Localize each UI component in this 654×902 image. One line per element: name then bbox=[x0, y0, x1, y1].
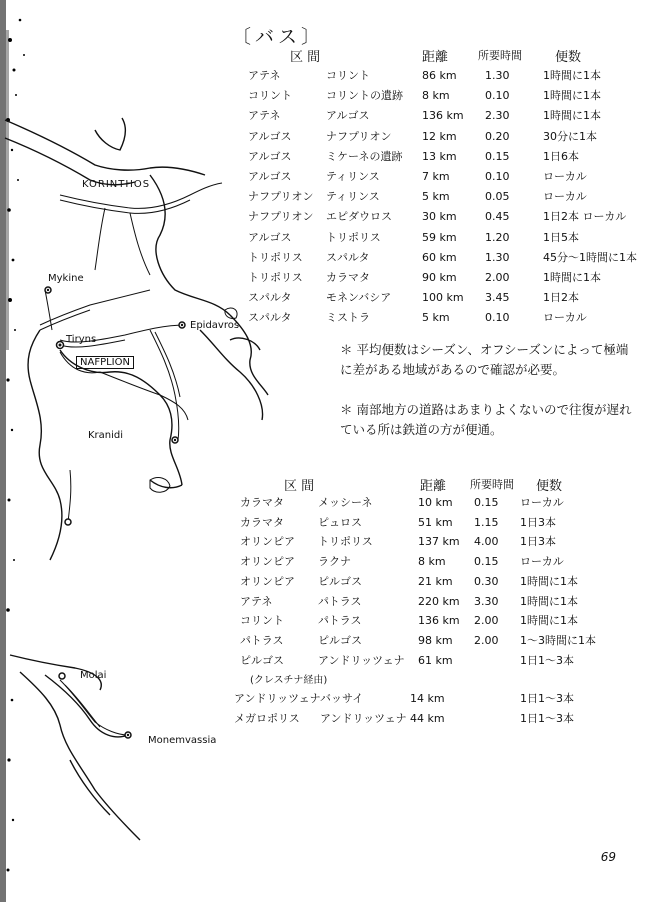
route-from: カラマタ bbox=[240, 515, 284, 529]
route-distance: 8 km bbox=[422, 89, 450, 103]
route-to: トリポリス bbox=[318, 535, 373, 549]
table1-header-frequency: 便数 bbox=[555, 50, 582, 65]
route-time: 2.00 bbox=[485, 271, 510, 284]
route-distance: 61 km bbox=[418, 653, 453, 667]
route-frequency: 1～3時間に1本 bbox=[520, 633, 596, 647]
route-from: アルゴス bbox=[248, 129, 292, 143]
route-from: トリポリス bbox=[248, 271, 303, 284]
route-frequency: 1日2本 bbox=[543, 291, 579, 305]
map-label-molai: Molai bbox=[80, 670, 107, 681]
route-time: 0.10 bbox=[485, 170, 510, 183]
table-row bbox=[0, 230, 654, 246]
route-to: アンドリッツェナ bbox=[320, 712, 407, 725]
page-number: 69 bbox=[600, 850, 616, 864]
table-row bbox=[0, 209, 654, 225]
route-frequency: 1日6本 bbox=[543, 149, 579, 163]
route-to: ティリンス bbox=[326, 190, 380, 204]
route-from: アテネ bbox=[248, 69, 281, 82]
route-time: 3.30 bbox=[474, 594, 499, 608]
route-from: パトラス bbox=[240, 633, 284, 647]
route-to: ティリンス bbox=[326, 170, 380, 183]
route-frequency: 1日1～3本 bbox=[520, 653, 574, 667]
route-time: 1.30 bbox=[485, 250, 510, 264]
route-distance: 137 km bbox=[418, 535, 460, 549]
route-from: アテネ bbox=[248, 109, 281, 123]
table2-header-frequency: 便数 bbox=[536, 479, 563, 494]
route-time: 2.00 bbox=[474, 633, 499, 647]
route-to: ラクナ bbox=[318, 555, 351, 569]
route-from: カラマタ bbox=[240, 496, 284, 509]
map-label-monemvassia: Monemvassia bbox=[148, 735, 217, 746]
route-frequency: 1日2本 ローカル bbox=[543, 210, 627, 224]
route-to: ナフプリオン bbox=[326, 129, 392, 143]
table-row bbox=[0, 149, 654, 165]
route-time: 3.45 bbox=[485, 291, 510, 305]
route-frequency: 30分に1本 bbox=[543, 129, 597, 143]
route-from: コリント bbox=[240, 614, 284, 628]
route-from: オリンピア bbox=[240, 535, 295, 549]
route-time: 0.45 bbox=[485, 210, 510, 224]
route-time: 2.00 bbox=[474, 614, 499, 628]
table-row bbox=[0, 633, 654, 649]
route-from: オリンピア bbox=[240, 555, 295, 569]
route-distance: 59 km bbox=[422, 230, 457, 244]
route-from: アルゴス bbox=[248, 149, 292, 163]
route-to: モネンバシア bbox=[326, 291, 392, 305]
route-time: 0.15 bbox=[474, 555, 499, 569]
route-frequency: 1時間に1本 bbox=[543, 69, 601, 82]
route-frequency: ローカル bbox=[520, 555, 564, 569]
route-from: ピルゴス bbox=[240, 653, 284, 667]
page-title: 〔バス〕 bbox=[232, 26, 325, 48]
route-frequency: ローカル bbox=[543, 311, 587, 325]
table-row bbox=[0, 613, 654, 629]
table-row bbox=[0, 691, 654, 707]
route-frequency: 1時間に1本 bbox=[520, 574, 578, 588]
route-time: 0.30 bbox=[474, 574, 499, 588]
table-row bbox=[0, 68, 654, 84]
route-distance: 5 km bbox=[422, 311, 450, 325]
route-from: ナフプリオン bbox=[248, 210, 314, 224]
map-label-korinthos: KORINTHOS bbox=[82, 179, 151, 190]
route-frequency: 1時間に1本 bbox=[520, 614, 578, 628]
route-to: カラマタ bbox=[326, 271, 370, 284]
route-time: 2.30 bbox=[485, 109, 510, 123]
table2-header-section: 区 間 bbox=[284, 479, 315, 494]
table-row bbox=[0, 129, 654, 145]
route-to: スパルタ bbox=[326, 250, 370, 264]
table2-header-time: 所要時間 bbox=[470, 478, 514, 491]
route-time: 1.15 bbox=[474, 515, 499, 529]
route-to: コリント bbox=[326, 69, 370, 82]
route-to: ピュロス bbox=[318, 515, 362, 529]
table-row bbox=[0, 169, 654, 185]
route-time: 1.20 bbox=[485, 230, 510, 244]
table-row bbox=[0, 270, 654, 286]
route-to: パトラス bbox=[318, 614, 362, 628]
route-frequency: 1日5本 bbox=[543, 230, 579, 244]
route-distance: 14 km bbox=[410, 692, 445, 705]
route-to: パトラス bbox=[318, 594, 362, 608]
route-distance: 7 km bbox=[422, 170, 450, 183]
route-to: エピダウロス bbox=[326, 210, 392, 224]
table2-header-distance: 距離 bbox=[420, 479, 447, 494]
route-from: アテネ bbox=[240, 594, 273, 608]
route-to: メッシーネ bbox=[318, 496, 373, 509]
table-row bbox=[0, 594, 654, 610]
route-from: コリント bbox=[248, 89, 292, 103]
table-row bbox=[0, 711, 654, 727]
route-distance: 44 km bbox=[410, 712, 445, 725]
table-row bbox=[0, 310, 654, 326]
route-frequency: 1時間に1本 bbox=[543, 109, 601, 123]
route-time: 0.15 bbox=[474, 496, 499, 509]
table-row bbox=[0, 189, 654, 205]
route-distance: 220 km bbox=[418, 594, 460, 608]
map-label-nafplion: NAFPLION bbox=[76, 356, 134, 369]
route-distance: 8 km bbox=[418, 555, 446, 569]
map-label-kranidi: Kranidi bbox=[88, 430, 124, 441]
map-label-tiryns: Tiryns bbox=[66, 334, 97, 345]
route-distance: 13 km bbox=[422, 149, 457, 163]
table-row bbox=[0, 290, 654, 306]
route-to: ピルゴス bbox=[318, 633, 362, 647]
route-distance: 30 km bbox=[422, 210, 457, 224]
route-time: 1.30 bbox=[485, 69, 510, 82]
route-from: アンドリッツェナ bbox=[234, 692, 321, 705]
route-time: 0.10 bbox=[485, 89, 510, 103]
route-distance: 51 km bbox=[418, 515, 453, 529]
route-distance: 90 km bbox=[422, 271, 457, 284]
route-time: 0.10 bbox=[485, 311, 510, 325]
route-to: アンドリッツェナ bbox=[318, 653, 405, 667]
route-from: アルゴス bbox=[248, 230, 292, 244]
route-from: スパルタ bbox=[248, 311, 292, 325]
route-from: アルゴス bbox=[248, 170, 292, 183]
table-row bbox=[0, 574, 654, 590]
route-time: 0.20 bbox=[485, 129, 510, 143]
note-2: ＊ 南部地方の道路はあまりよくないので往復が遅れている所は鉄道の方が便通。 bbox=[340, 402, 632, 437]
map-label-mykine: Mykine bbox=[48, 273, 84, 284]
route-frequency: ローカル bbox=[543, 170, 587, 183]
route-time: 4.00 bbox=[474, 535, 499, 549]
route-distance: 100 km bbox=[422, 291, 464, 305]
table-row bbox=[0, 515, 654, 531]
route-distance: 60 km bbox=[422, 250, 457, 264]
route-distance: 136 km bbox=[422, 109, 464, 123]
route-frequency: 1時間に1本 bbox=[543, 271, 601, 284]
route-distance: 21 km bbox=[418, 574, 453, 588]
route-frequency: 1日3本 bbox=[520, 535, 556, 549]
route-from: ナフプリオン bbox=[248, 190, 314, 204]
route-to: ミケーネの遺跡 bbox=[326, 149, 403, 163]
table1-header-section: 区 間 bbox=[290, 50, 321, 65]
route-frequency: 1日1～3本 bbox=[520, 692, 574, 705]
map-label-epidavros: Epidavros bbox=[190, 320, 240, 331]
route-from: スパルタ bbox=[248, 291, 292, 305]
route-to: バッサイ bbox=[320, 692, 364, 705]
route-distance: 5 km bbox=[422, 190, 450, 204]
route-frequency: 1日3本 bbox=[520, 515, 556, 529]
table-row bbox=[0, 653, 654, 669]
table-row bbox=[0, 534, 654, 550]
route-frequency: 1日1～3本 bbox=[520, 712, 574, 725]
table-row bbox=[0, 554, 654, 570]
route-frequency: 1時間に1本 bbox=[543, 89, 601, 103]
route-distance: 136 km bbox=[418, 614, 460, 628]
route-frequency: 1時間に1本 bbox=[520, 594, 578, 608]
route-distance: 98 km bbox=[418, 633, 453, 647]
table-row bbox=[0, 250, 654, 266]
route-from: トリポリス bbox=[248, 250, 303, 264]
route-from: メガロポリス bbox=[234, 712, 300, 725]
route-to: ミストラ bbox=[326, 311, 370, 325]
route-distance: 10 km bbox=[418, 496, 453, 509]
table-row bbox=[0, 495, 654, 511]
route-to: アルゴス bbox=[326, 109, 370, 123]
route-distance: 12 km bbox=[422, 129, 457, 143]
route-frequency: ローカル bbox=[520, 496, 564, 509]
route-frequency: 45分～1時間に1本 bbox=[543, 250, 637, 264]
table1-header-time: 所要時間 bbox=[478, 49, 522, 62]
note-1: ＊ 平均便数はシーズン、オフシーズンによって極端に差がある地域があるので確認が必要。 bbox=[340, 342, 629, 377]
route-frequency: ローカル bbox=[543, 190, 587, 204]
route-distance: 86 km bbox=[422, 69, 457, 82]
route-time: 0.15 bbox=[485, 149, 510, 163]
table1-header-distance: 距離 bbox=[422, 50, 449, 65]
route-time: 0.05 bbox=[485, 190, 510, 204]
table-row bbox=[0, 88, 654, 104]
route-to: コリントの遺跡 bbox=[326, 89, 403, 103]
route-from: オリンピア bbox=[240, 574, 295, 588]
table2-sub-note: (クレスチナ経由) bbox=[250, 675, 328, 686]
route-to: ピルゴス bbox=[318, 574, 362, 588]
table-row bbox=[0, 108, 654, 124]
route-to: トリポリス bbox=[326, 230, 381, 244]
